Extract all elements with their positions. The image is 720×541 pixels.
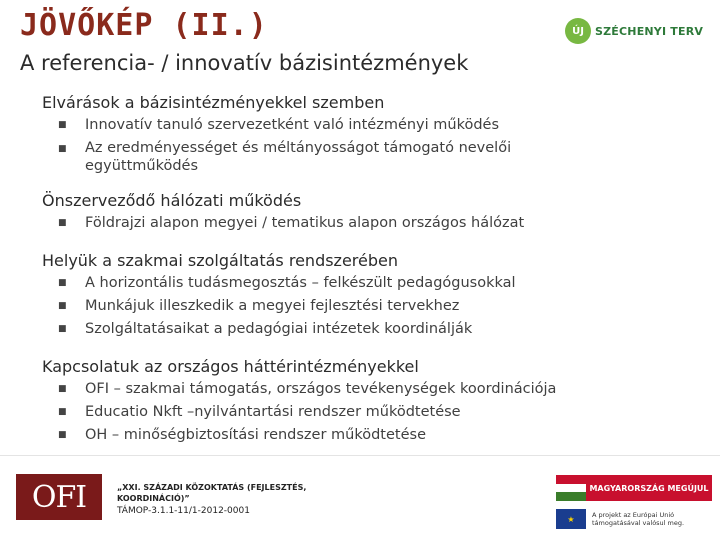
eu-support-badge — [556, 508, 712, 530]
szechenyi-terv-logo — [565, 18, 703, 44]
szechenyi-terv-text: SZÉCHENYI TERV — [595, 24, 704, 38]
bullet-icon: ■ — [58, 218, 67, 228]
list-item-text: Szolgáltatásaikat a pedagógiai intézetek koordinálják — [85, 321, 473, 337]
uj-circle-icon: ÚJ — [565, 18, 591, 44]
eu-support-text — [592, 511, 684, 527]
hungary-flag-icon — [556, 475, 586, 501]
list-item — [42, 212, 682, 235]
bullet-icon: ■ — [58, 144, 67, 154]
section-helyuk — [42, 250, 682, 341]
list-item-continuation — [42, 157, 682, 175]
list-item — [42, 424, 682, 447]
list-item-text: együttműködés — [85, 158, 199, 174]
list-item — [42, 318, 682, 341]
page-title: JÖVŐKÉP (II.) — [20, 8, 268, 43]
section-heading: Helyük a szakmai szolgáltatás rendszerében — [42, 251, 399, 270]
eu-flag-icon: ★ — [556, 509, 586, 529]
bullet-icon: ■ — [58, 324, 67, 334]
list-item-text: OH – minőségbiztosítási rendszer működtetése — [85, 427, 426, 443]
bullet-icon: ■ — [58, 278, 67, 288]
bullet-icon: ■ — [58, 430, 67, 440]
list-item-text: Földrajzi alapon megyei / tematikus alapon országos hálózat — [85, 215, 525, 231]
magyarorszag-megujul-badge — [556, 475, 712, 501]
list-item — [42, 114, 682, 137]
project-code: TÁMOP-3.1.1-11/1-2012-0001 — [117, 506, 250, 516]
list-item-text: Az eredményességet és méltányosságot támogató nevelői — [85, 140, 512, 156]
slide-content — [42, 92, 682, 462]
list-item-text: Munkájuk illeszkedik a megyei fejlesztési tervekhez — [85, 298, 460, 314]
list-item-text: Educatio Nkft –nyilvántartási rendszer működtetése — [85, 404, 461, 420]
footer — [0, 455, 720, 541]
section-heading: Elvárások a bázisintézményekkel szemben — [42, 93, 385, 112]
list-item — [42, 295, 682, 318]
badge-text: MAGYARORSZÁG MEGÚJUL — [586, 475, 712, 501]
bullet-icon: ■ — [58, 301, 67, 311]
eu-support-line2: támogatásával valósul meg. — [592, 519, 685, 527]
project-title — [117, 482, 306, 504]
section-elvarasok — [42, 92, 682, 175]
bullet-icon: ■ — [58, 407, 67, 417]
bullet-icon: ■ — [58, 384, 67, 394]
bullet-icon: ■ — [58, 120, 67, 130]
list-item — [42, 272, 682, 295]
list-item — [42, 137, 682, 157]
page-subtitle: A referencia- / innovatív bázisintézmények — [20, 51, 469, 75]
list-item-text: A horizontális tudásmegosztás – felkészült pedagógusokkal — [85, 275, 516, 291]
project-title-line1: „XXI. SZÁZADI KÖZOKTATÁS (FEJLESZTÉS, — [117, 483, 307, 492]
list-item-text: Innovatív tanuló szervezetként való intézményi működés — [85, 117, 500, 133]
section-kapcsolatuk — [42, 356, 682, 447]
ofi-logo-text: OFI — [31, 479, 87, 515]
list-item-text: OFI – szakmai támogatás, országos tevékenységek koordinációja — [85, 381, 557, 397]
section-heading: Kapcsolatuk az országos háttérintézményekkel — [42, 357, 419, 376]
section-heading: Önszerveződő hálózati működés — [42, 191, 302, 210]
eu-support-line1: A projekt az Európai Unió — [592, 511, 675, 519]
ofi-logo — [16, 474, 102, 520]
list-item — [42, 401, 682, 424]
list-item — [42, 378, 682, 401]
project-title-line2: KOORDINÁCIÓ)” — [117, 494, 190, 503]
section-onszervezodo — [42, 190, 682, 235]
